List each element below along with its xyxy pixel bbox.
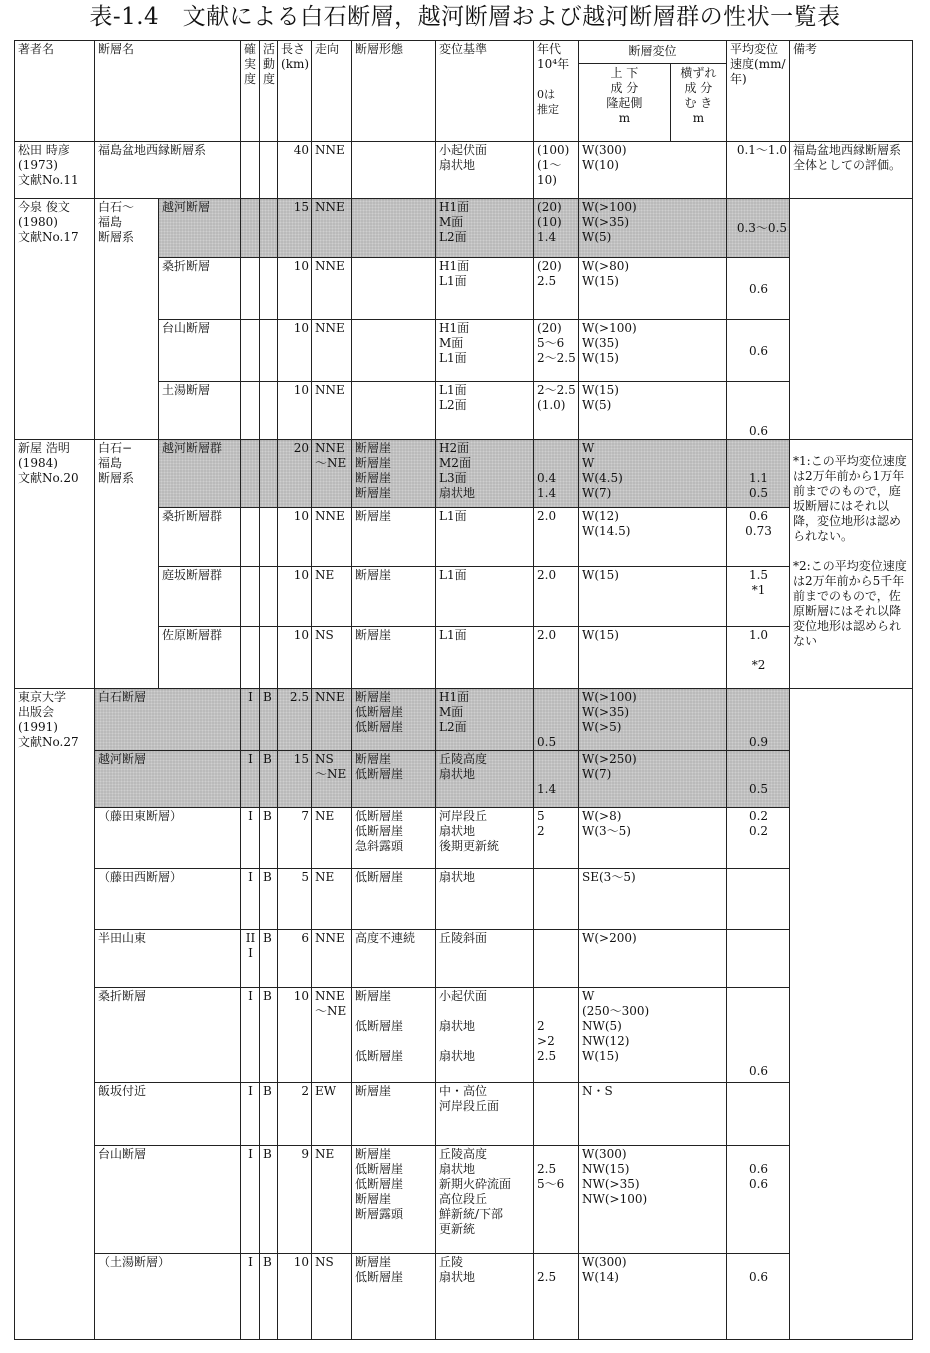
cell-length: 2	[278, 1083, 312, 1146]
cell-author: 松田 時彦 (1973) 文献No.11	[15, 142, 95, 199]
cell-rate: 0.2 0.2	[727, 808, 790, 869]
cell-form: 断層崖	[352, 508, 436, 567]
cell-rate: 0.6	[727, 988, 790, 1083]
cell-certainty	[241, 440, 260, 508]
cell-strike: NNE 〜NE	[312, 988, 352, 1083]
cell-age: (20) 2.5	[534, 258, 579, 320]
cell-length: 5	[278, 869, 312, 930]
cell-length: 15	[278, 751, 312, 808]
cell-form: 断層崖	[352, 627, 436, 689]
cell-form: 高度不連続	[352, 930, 436, 988]
cell-activity: B	[260, 930, 278, 988]
header-row	[15, 41, 913, 142]
cell-strike: NE	[312, 1146, 352, 1254]
table-row	[15, 869, 913, 930]
cell-remarks	[790, 199, 913, 440]
cell-fault: 桑折断層	[159, 258, 241, 320]
table-row	[15, 142, 913, 199]
cell-age: 1.4	[534, 751, 579, 808]
cell-datum: H1面 M面 L2面	[436, 689, 534, 751]
header-vertical: 上 下 成 分 隆起側 m	[579, 64, 671, 142]
cell-datum: 河岸段丘 扇状地 後期更新統	[436, 808, 534, 869]
cell-strike: NS	[312, 1254, 352, 1340]
header-strike: 走向	[312, 41, 352, 142]
cell-strike: NNE 〜NE	[312, 440, 352, 508]
cell-certainty: I	[241, 808, 260, 869]
cell-rate: 0.5	[727, 751, 790, 808]
cell-rate: 0.1〜1.0	[727, 142, 790, 199]
table-row	[15, 1083, 913, 1146]
cell-activity: B	[260, 751, 278, 808]
header-displacement-label: 断層変位	[579, 41, 726, 64]
cell-fault: 庭坂断層群	[159, 567, 241, 627]
cell-displacement: W(>100) W(35) W(15)	[579, 320, 727, 382]
cell-rate: 0.9	[727, 689, 790, 751]
cell-rate: 1.0 *2	[727, 627, 790, 689]
cell-strike: NE	[312, 869, 352, 930]
cell-datum: L1面	[436, 508, 534, 567]
cell-rate: 1.1 0.5	[727, 440, 790, 508]
cell-age: (100) (1〜 10)	[534, 142, 579, 199]
cell-displacement: W(15)	[579, 567, 727, 627]
table-row	[15, 751, 913, 808]
table-row	[15, 199, 913, 258]
cell-age: 2.5	[534, 1254, 579, 1340]
cell-form	[352, 320, 436, 382]
cell-fault-group: 白石〜 福島 断層系	[95, 199, 159, 440]
cell-form: 断層崖 低断層崖 低断層崖	[352, 689, 436, 751]
cell-certainty: I	[241, 1083, 260, 1146]
cell-activity	[260, 627, 278, 689]
cell-age: 0.5	[534, 689, 579, 751]
cell-displacement: N・S	[579, 1083, 727, 1146]
cell-remarks: *1:この平均変位速度は2万年前から1万年前までのもので，庭坂断層にはそれ以降，変位地形は認められない。 *2:この平均変位速度は2万年前から5千年前までのもので，佐原断層にはそれ以降変位地形は認められない	[790, 440, 913, 689]
cell-fault: 台山断層	[159, 320, 241, 382]
cell-certainty	[241, 199, 260, 258]
cell-length: 10	[278, 567, 312, 627]
cell-activity	[260, 440, 278, 508]
cell-fault: 半田山東	[95, 930, 241, 988]
cell-form: 低断層崖	[352, 869, 436, 930]
cell-rate: 0.6	[727, 258, 790, 320]
header-age	[534, 41, 579, 142]
cell-length: 10	[278, 508, 312, 567]
cell-rate: 0.6	[727, 382, 790, 440]
cell-strike: NS	[312, 627, 352, 689]
cell-displacement: W W W(4.5) W(7)	[579, 440, 727, 508]
cell-certainty: I	[241, 751, 260, 808]
cell-age	[534, 869, 579, 930]
cell-age: 2.5 5〜6	[534, 1146, 579, 1254]
cell-displacement: W(300) W(10)	[579, 142, 727, 199]
cell-length: 15	[278, 199, 312, 258]
cell-form: 断層崖	[352, 1083, 436, 1146]
cell-age: 0.4 1.4	[534, 440, 579, 508]
cell-age: 2〜2.5 (1.0)	[534, 382, 579, 440]
cell-length: 40	[278, 142, 312, 199]
cell-certainty	[241, 382, 260, 440]
cell-displacement: W(>100) W(>35) W(5)	[579, 199, 727, 258]
cell-length: 20	[278, 440, 312, 508]
cell-strike: NNE	[312, 508, 352, 567]
cell-rate: 1.5 *1	[727, 567, 790, 627]
cell-age	[534, 930, 579, 988]
cell-displacement: W(300) W(14)	[579, 1254, 727, 1340]
cell-author: 今泉 俊文 (1980) 文献No.17	[15, 199, 95, 440]
cell-form: 低断層崖 低断層崖 急斜露頭	[352, 808, 436, 869]
cell-author: 東京大学 出版会 (1991) 文献No.27	[15, 689, 95, 1340]
cell-activity: B	[260, 988, 278, 1083]
cell-length: 10	[278, 988, 312, 1083]
cell-strike: NNE	[312, 142, 352, 199]
cell-form: 断層崖 低断層崖	[352, 751, 436, 808]
cell-length: 10	[278, 1254, 312, 1340]
cell-remarks: 福島盆地西縁断層系全体としての評価。	[790, 142, 913, 199]
cell-age: 2.0	[534, 508, 579, 567]
cell-strike: NNE	[312, 199, 352, 258]
cell-activity	[260, 142, 278, 199]
cell-fault: 桑折断層群	[159, 508, 241, 567]
cell-rate: 0.6	[727, 320, 790, 382]
cell-fault: 越河断層	[95, 751, 241, 808]
cell-datum: 丘陵斜面	[436, 930, 534, 988]
cell-certainty: I	[241, 869, 260, 930]
cell-datum: H1面 M面 L2面	[436, 199, 534, 258]
cell-fault: 越河断層群	[159, 440, 241, 508]
cell-fault: （藤田東断層）	[95, 808, 241, 869]
cell-rate: 0.6	[727, 1254, 790, 1340]
cell-rate	[727, 930, 790, 988]
cell-datum: 丘陵 扇状地	[436, 1254, 534, 1340]
cell-age: 2.0	[534, 567, 579, 627]
cell-certainty: III	[241, 930, 260, 988]
cell-displacement: W(>8) W(3〜5)	[579, 808, 727, 869]
cell-displacement: SE(3〜5)	[579, 869, 727, 930]
cell-strike: NNE	[312, 689, 352, 751]
cell-datum: L1面	[436, 567, 534, 627]
cell-certainty	[241, 142, 260, 199]
cell-datum: 小起伏面 扇状地	[436, 142, 534, 199]
cell-datum: 扇状地	[436, 869, 534, 930]
cell-form	[352, 142, 436, 199]
cell-rate	[727, 1083, 790, 1146]
cell-fault: （土湯断層）	[95, 1254, 241, 1340]
cell-strike: NNE	[312, 258, 352, 320]
table-row	[15, 808, 913, 869]
cell-fault: 飯坂付近	[95, 1083, 241, 1146]
cell-datum: 小起伏面 扇状地 扇状地	[436, 988, 534, 1083]
cell-remarks	[790, 689, 913, 1340]
header-rate: 平均変位速度(mm/年)	[727, 41, 790, 142]
cell-age: 5 2	[534, 808, 579, 869]
cell-datum: 丘陵高度 扇状地	[436, 751, 534, 808]
cell-activity: B	[260, 1083, 278, 1146]
cell-activity: B	[260, 689, 278, 751]
cell-displacement: W(>80) W(15)	[579, 258, 727, 320]
cell-strike: NNE	[312, 930, 352, 988]
cell-activity: B	[260, 808, 278, 869]
cell-length: 10	[278, 320, 312, 382]
header-datum: 変位基準	[436, 41, 534, 142]
header-length: 長さ(km)	[278, 41, 312, 142]
cell-certainty: I	[241, 988, 260, 1083]
cell-strike: NE	[312, 567, 352, 627]
cell-certainty: I	[241, 1146, 260, 1254]
cell-displacement: W(15)	[579, 627, 727, 689]
cell-datum: H2面 M2面 L3面 扇状地	[436, 440, 534, 508]
header-displacement	[579, 41, 727, 142]
cell-fault: 佐原断層群	[159, 627, 241, 689]
cell-certainty	[241, 627, 260, 689]
cell-displacement: W (250〜300) NW(5) NW(12) W(15)	[579, 988, 727, 1083]
cell-fault: 土湯断層	[159, 382, 241, 440]
cell-certainty	[241, 258, 260, 320]
cell-fault: （藤田西断層）	[95, 869, 241, 930]
header-certainty: 確実度	[241, 41, 260, 142]
cell-length: 10	[278, 382, 312, 440]
cell-certainty	[241, 508, 260, 567]
page-title: 表-1.4 文献による白石断層，越河断層および越河断層群の性状一覧表	[89, 4, 841, 30]
cell-activity	[260, 382, 278, 440]
cell-length: 9	[278, 1146, 312, 1254]
cell-form: 断層崖 低断層崖	[352, 1254, 436, 1340]
cell-length: 6	[278, 930, 312, 988]
header-fault: 断層名	[95, 41, 241, 142]
cell-datum: 中・高位 河岸段丘面	[436, 1083, 534, 1146]
header-strike-slip: 横ずれ 成 分 む き m	[680, 66, 717, 125]
cell-activity	[260, 567, 278, 627]
cell-displacement: W(15) W(5)	[579, 382, 727, 440]
cell-form	[352, 382, 436, 440]
cell-length: 10	[278, 627, 312, 689]
cell-length: 2.5	[278, 689, 312, 751]
cell-rate	[727, 869, 790, 930]
cell-age: (20) (10) 1.4	[534, 199, 579, 258]
cell-strike: NS 〜NE	[312, 751, 352, 808]
cell-length: 10	[278, 258, 312, 320]
table-row	[15, 930, 913, 988]
cell-datum: L1面 L2面	[436, 382, 534, 440]
header-age-label: 年代 10⁴年	[537, 42, 570, 71]
header-remarks: 備考	[790, 41, 913, 142]
table-row	[15, 689, 913, 751]
cell-age: (20) 5〜6 2〜2.5	[534, 320, 579, 382]
cell-datum: H1面 M面 L1面	[436, 320, 534, 382]
cell-certainty	[241, 320, 260, 382]
table-row	[15, 440, 913, 508]
cell-certainty	[241, 567, 260, 627]
cell-rate: 0.3〜0.5	[727, 199, 790, 258]
cell-strike: EW	[312, 1083, 352, 1146]
cell-displacement: W(>200)	[579, 930, 727, 988]
cell-strike: NNE	[312, 382, 352, 440]
fault-properties-table	[14, 40, 913, 1340]
cell-fault: 越河断層	[159, 199, 241, 258]
cell-form	[352, 199, 436, 258]
table-row	[15, 1254, 913, 1340]
header-activity: 活動度	[260, 41, 278, 142]
cell-activity: B	[260, 1146, 278, 1254]
cell-rate: 0.6 0.73	[727, 508, 790, 567]
header-author: 著者名	[15, 41, 95, 142]
cell-age	[534, 1083, 579, 1146]
header-form: 断層形態	[352, 41, 436, 142]
table-row	[15, 1146, 913, 1254]
cell-fault: 台山断層	[95, 1146, 241, 1254]
cell-activity: B	[260, 869, 278, 930]
cell-form: 断層崖 断層崖 断層崖 断層崖	[352, 440, 436, 508]
cell-fault-group: 白石− 福島 断層系	[95, 440, 159, 689]
cell-activity	[260, 508, 278, 567]
cell-datum: L1面	[436, 627, 534, 689]
cell-author: 新屋 浩明 (1984) 文献No.20	[15, 440, 95, 689]
cell-displacement: W(>250) W(7)	[579, 751, 727, 808]
cell-age: 2 >2 2.5	[534, 988, 579, 1083]
cell-strike: NE	[312, 808, 352, 869]
cell-certainty: I	[241, 689, 260, 751]
cell-activity	[260, 258, 278, 320]
cell-form: 断層崖 低断層崖 低断層崖 断層崖 断層露頭	[352, 1146, 436, 1254]
cell-activity	[260, 320, 278, 382]
cell-displacement: W(12) W(14.5)	[579, 508, 727, 567]
cell-fault: 白石断層	[95, 689, 241, 751]
table-row	[15, 988, 913, 1083]
cell-displacement: W(>100) W(>35) W(>5)	[579, 689, 727, 751]
cell-certainty: I	[241, 1254, 260, 1340]
cell-activity	[260, 199, 278, 258]
cell-age: 2.0	[534, 627, 579, 689]
cell-length: 7	[278, 808, 312, 869]
cell-form: 断層崖	[352, 567, 436, 627]
cell-strike: NNE	[312, 320, 352, 382]
cell-activity: B	[260, 1254, 278, 1340]
cell-rate: 0.6 0.6	[727, 1146, 790, 1254]
cell-datum: 丘陵高度 扇状地 新期火砕流面 高位段丘 鮮新統/下部 更新統	[436, 1146, 534, 1254]
cell-form	[352, 258, 436, 320]
cell-fault: 桑折断層	[95, 988, 241, 1083]
cell-displacement: W(300) NW(15) NW(>35) NW(>100)	[579, 1146, 727, 1254]
cell-fault: 福島盆地西縁断層系	[95, 142, 241, 199]
cell-datum: H1面 L1面	[436, 258, 534, 320]
cell-form: 断層崖 低断層崖 低断層崖	[352, 988, 436, 1083]
header-age-note: 0は 推定	[537, 88, 560, 116]
